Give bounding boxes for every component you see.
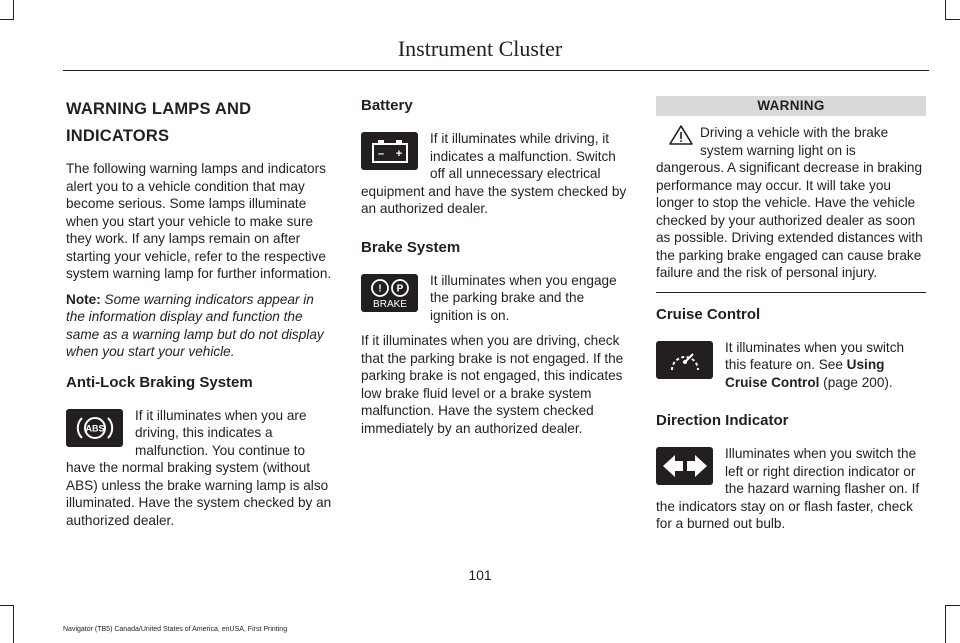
page-number: 101 [468,567,492,583]
warning-text: Driving a vehicle with the brake system warning light on is dangerous. A significant decrease in braking performance may occur. It will take you longer to stop the vehicle. Have the vehicle checked by your authorized dealer as soon as possible. Driving extended distances with the parking brake engaged can cause brake failure and the risk of personal injury. [656,125,923,280]
battery-block [361,130,631,226]
direction-indicator-icon [656,447,713,485]
cruise-control-icon [656,341,713,379]
cruise-heading: Cruise Control [656,305,761,323]
warning-triangle-icon [668,124,694,151]
battery-paragraph: If it illuminates while driving, it indicates a malfunction. Switch off all unnecessary electrical equipment and have the system checked by an authorized dealer. [361,131,627,216]
brake-heading: Brake System [361,238,461,256]
abs-heading: Anti-Lock Braking System [66,373,253,391]
note-text: Some warning indicators appear in the information display and function the same as a warning lamp but do not display when you start your vehicle. [66,291,324,359]
svg-text:!: ! [377,283,382,294]
brake-paragraph-1: It illuminates when you engage the parking brake and the ignition is on. [430,272,617,323]
direction-block [656,445,926,541]
page-title: Instrument Cluster [397,36,563,61]
battery-warning-icon [361,132,418,170]
brake-paragraph-2: If it illuminates when you are driving, check that the parking brake is not engaged. If the parking brake is not engaged, this indicates low brake fluid level or a brake system malfunction. Have the system checked immediately by an authorized dealer. [361,333,624,436]
intro-paragraph: The following warning lamps and indicators alert you to a vehicle condition that may become serious. Some lamps illuminate when you start your vehicle to make sure they work. If any lamps remain on after starting your vehicle, refer to the respective system warning lamp for further information. [66,161,332,281]
crop-mark-bottom-right-v [945,605,946,643]
note-paragraph [66,291,336,361]
crop-mark-top-right-h [945,19,960,20]
brake-icon-text: BRAKE [372,298,407,310]
crop-mark-top-left-h [0,19,14,20]
cruise-text: It illuminates when you switch this feature on. See [725,339,905,372]
brake-block [361,272,631,333]
header-rule [63,70,929,71]
crop-mark-top-right-v [945,0,946,19]
heading-line-1: WARNING LAMPS AND [66,100,252,118]
battery-minus: – [377,148,384,160]
abs-warning-icon [66,409,123,447]
heading-line-2: INDICATORS [66,127,170,145]
crop-mark-bottom-left-h [0,605,14,606]
warning-paragraph [656,124,926,282]
abs-icon-text: ABS [84,423,105,433]
column-1 [66,96,336,537]
crop-mark-bottom-left-v [13,605,14,643]
cruise-page-ref: (page 200). [819,374,893,390]
cruise-reference-link[interactable]: Using Cruise Control [725,357,885,390]
column-3 [656,96,926,541]
direction-heading: Direction Indicator [656,412,789,429]
footer-text: Navigator (TB5) Canada/United States of America, enUSA, First Printing [63,626,288,633]
column-2 [361,96,631,445]
warning-end-rule [656,292,926,293]
section-heading [66,96,336,150]
direction-paragraph: Illuminates when you switch the left or right direction indicator or the hazard warning flasher on. If the indicators stay on or flash faster, check for a burned out bulb. [656,446,920,531]
battery-heading: Battery [361,97,413,114]
svg-text:P: P [396,283,403,294]
note-label: Note: [66,291,101,307]
abs-paragraph: If it illuminates when you are driving, this indicates a malfunction. You continue to have the normal braking system (without ABS) unless the brake warning lamp is also illuminated. Have the system checked by an authorized dealer. [66,407,332,528]
crop-mark-top-left-v [13,0,14,19]
cruise-block [656,339,926,400]
warning-banner: WARNING [656,96,926,116]
brake-warning-icon [361,274,418,312]
abs-block [66,407,336,538]
crop-mark-bottom-right-h [945,605,960,606]
battery-plus: + [395,148,402,160]
